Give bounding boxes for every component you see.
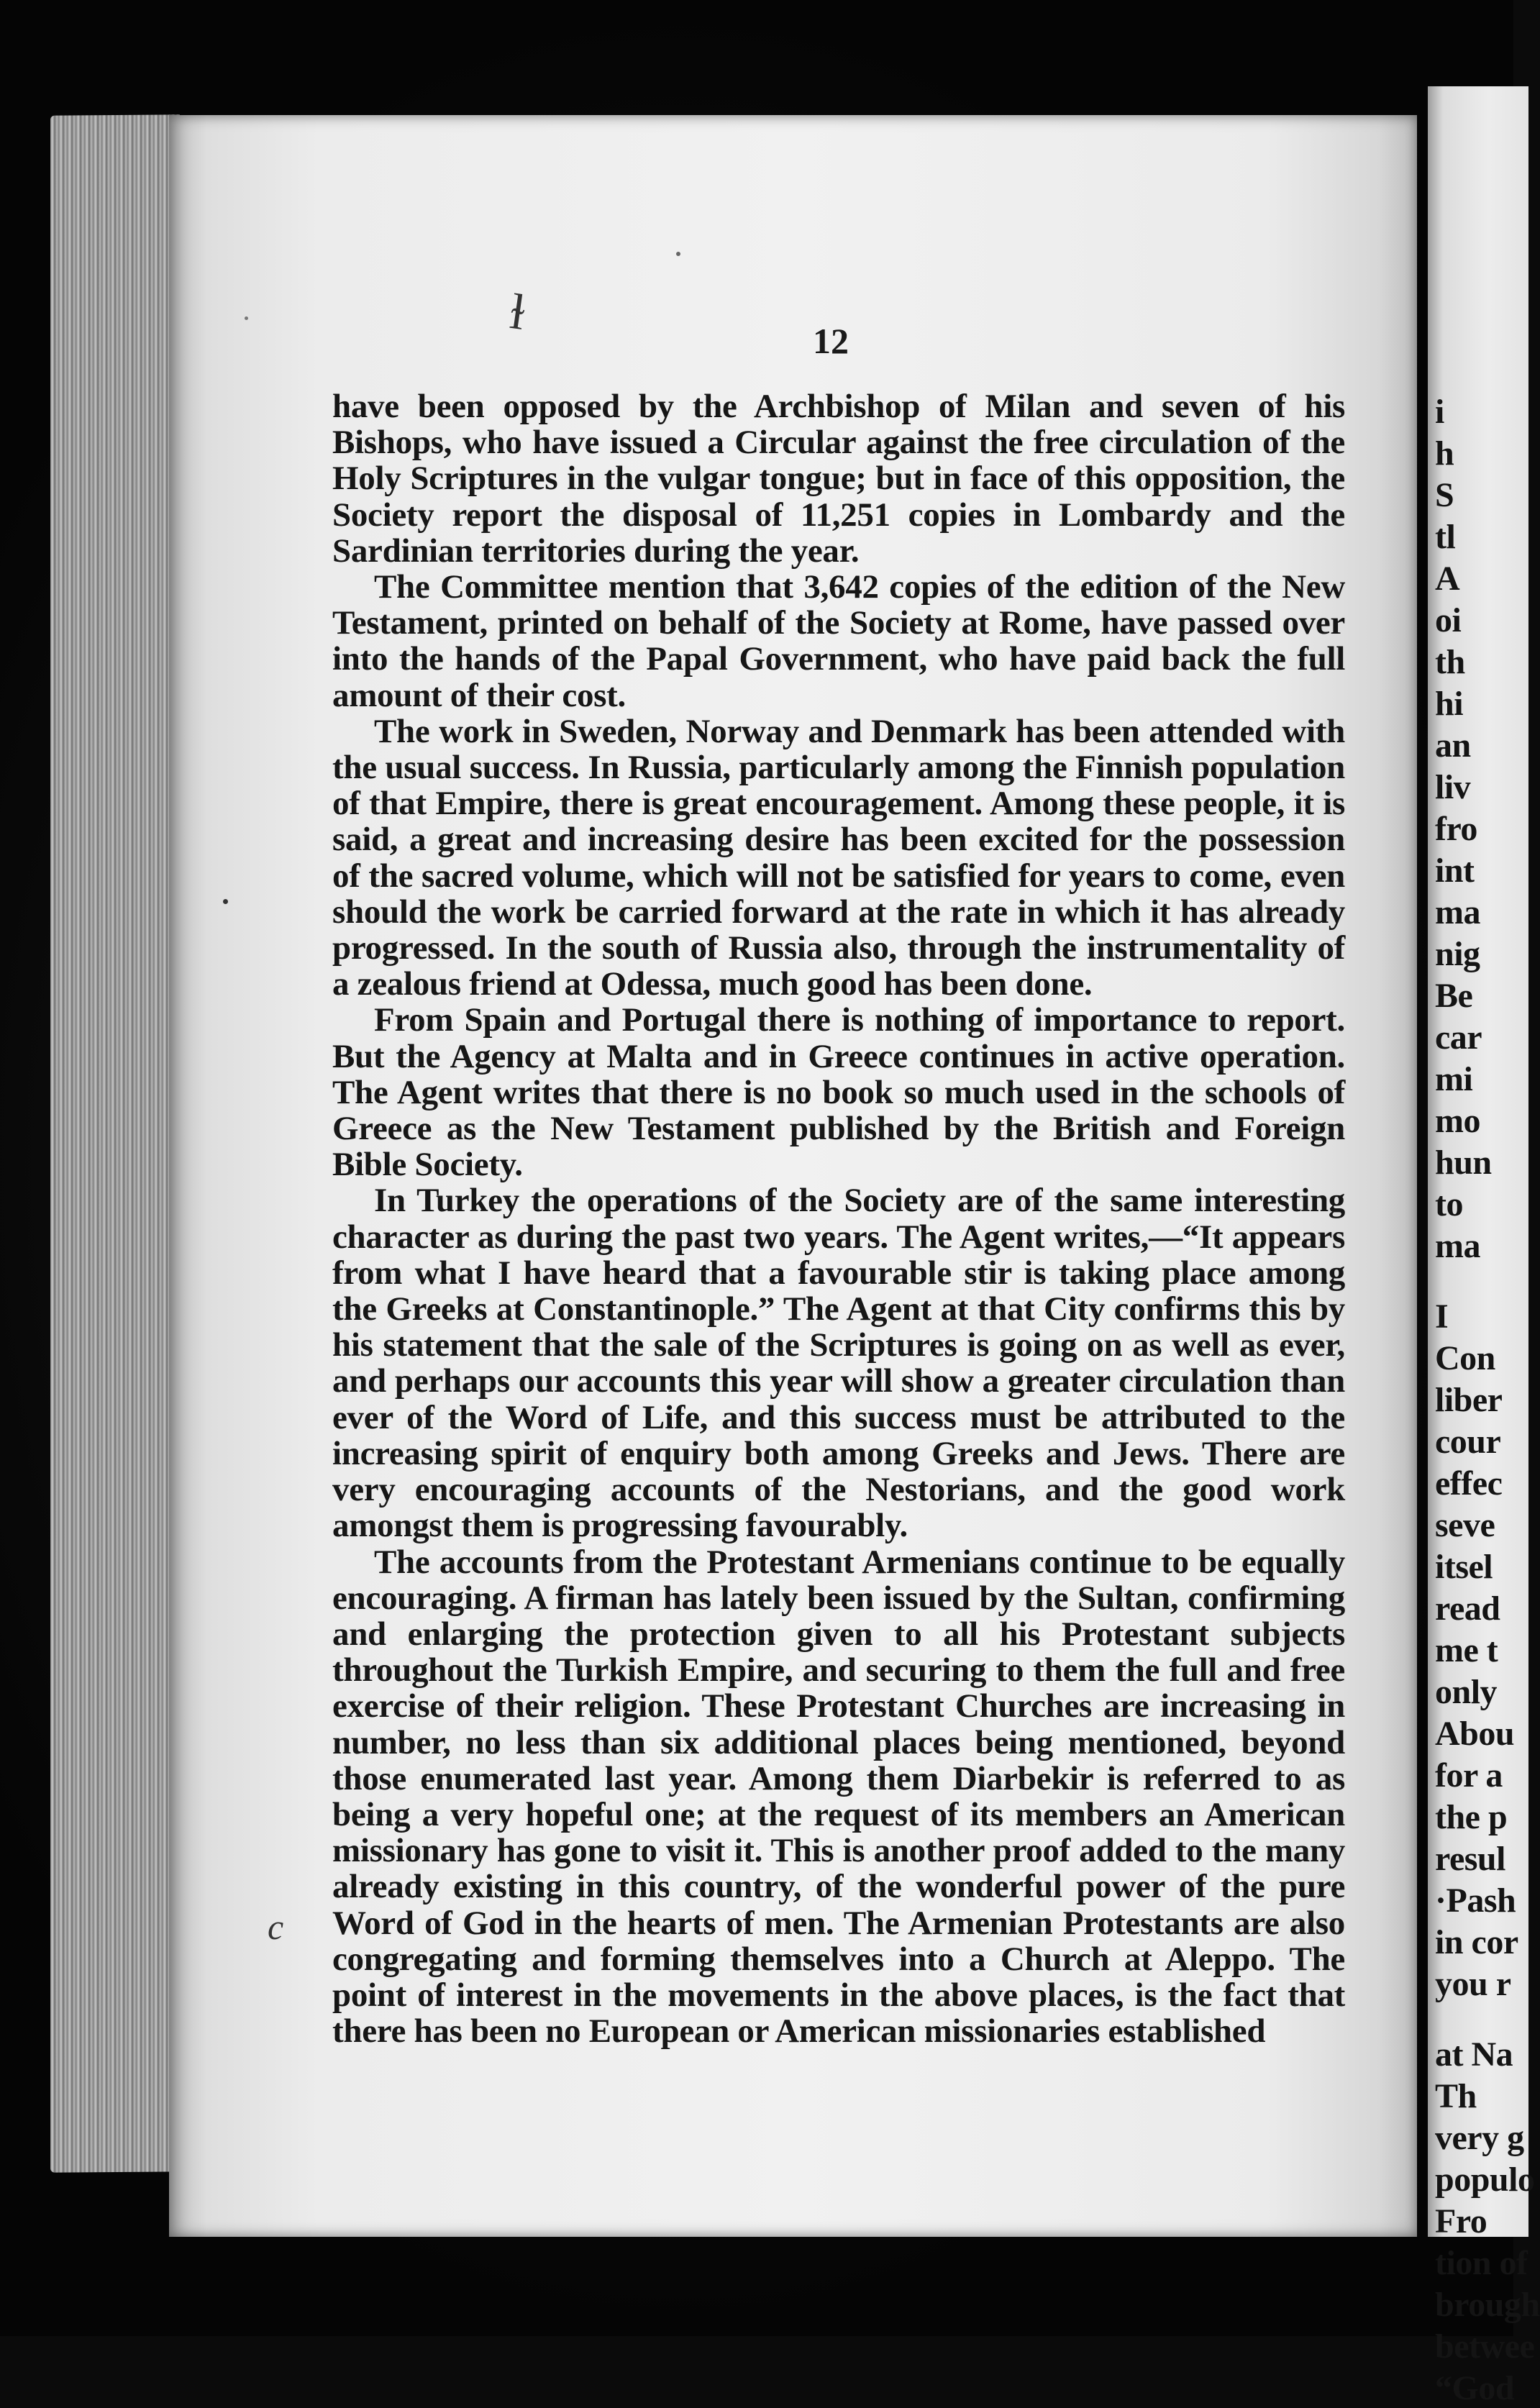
adjacent-page-text: hun bbox=[1435, 1144, 1492, 1182]
adjacent-page-text: read bbox=[1435, 1590, 1500, 1628]
paragraph-turkey: In Turkey the operations of the Society are of the same interesting character as during the past two years. The Agent writes,—“It appears from what I have heard that a favourable stir is taking place among the Greeks at Constantinople.” The Agent at that City confirms this by his statement that the sale of the Scriptures is going on as well as ever, and perhaps our accounts this year will show a greater circulation than ever of the Word of Life, and this success must be attributed to the increasing spirit of enquiry both among Greeks and Jews. There are very encouraging accounts of the Nestorians, and the good work amongst them is progressing favourably. bbox=[332, 1182, 1345, 1545]
adjacent-page-text: h bbox=[1435, 434, 1454, 473]
adjacent-page-text: effec bbox=[1435, 1464, 1503, 1502]
adjacent-page-text: A bbox=[1435, 560, 1460, 598]
adjacent-page-text: S bbox=[1435, 476, 1454, 514]
adjacent-page-text: Th bbox=[1435, 2077, 1477, 2115]
adjacent-page-text: th bbox=[1435, 643, 1465, 681]
ink-spot-icon bbox=[223, 899, 228, 904]
adjacent-page-text: “God bbox=[1435, 2369, 1515, 2407]
adjacent-page-text: cour bbox=[1435, 1423, 1501, 1461]
paragraph-milan: have been opposed by the Archbishop of Milan and seven of his Bishops, who have issued a Circular against the free circulation of the Holy Scriptures in the vulgar tongue; but in face of this opposition, the Society report the disposal of 11,251 copies in Lombardy and the Sardinian territories during the year. bbox=[332, 388, 1345, 570]
adjacent-page-text: very g bbox=[1435, 2119, 1524, 2157]
adjacent-page-text: ma bbox=[1435, 1227, 1480, 1265]
adjacent-page-text: populo bbox=[1435, 2161, 1535, 2199]
adjacent-page-text: brough bbox=[1435, 2286, 1540, 2324]
adjacent-page-text: liber bbox=[1435, 1381, 1503, 1419]
adjacent-page-text: resul bbox=[1435, 1840, 1505, 1878]
paragraph-rome: The Committee mention that 3,642 copies of the edition of the New Testament, printed on behalf of the Society at Rome, have passed over into the hands of the Papal Government, who have paid back the full amount of their cost. bbox=[332, 568, 1345, 714]
margin-pencil-mark: c bbox=[268, 1907, 284, 1947]
pencil-tick-icon: ɫ bbox=[506, 284, 529, 341]
paragraph-armenians: The accounts from the Protestant Armenians continue to be equally encouraging. A firman has lately been issued by the Sultan, confirming and enlarging the protection given to all his Protestant subjects throughout the Turkish Empire, and securing to them the full and free exercise of their religion. These Protestant Churches are increasing in number, no less than six additional places being mentioned, beyond those enumerated last year. Among them Diarbekir is referred to as being a very hopeful one; at the request of its members an American missionary has gone to visit it. This is another proof added to the many already existing in this country, of the wonderful power of the pure Word of God in the hearts of men. The Armenian Protestants are also congregating and forming themselves into a Church at Aleppo. The point of interest in the movements in the above places, is the fact that there has been no European or American missionaries established bbox=[332, 1543, 1345, 2051]
paragraph-russia: The work in Sweden, Norway and Denmark has been attended with the usual success. In Russia, particularly among the Finnish population of that Empire, there is great encouragement. Among these people, it is said, a great and increasing desire has been excited for the possession of the sacred volume, which will not be satisfied for years to come, even should the work be carried forward at the rate in which it has already progressed. In the south of Russia also, through the instrumentality of a zealous friend at Odessa, much good has been done. bbox=[332, 712, 1345, 1003]
adjacent-page-text: mo bbox=[1435, 1102, 1480, 1140]
adjacent-page-text: at Na bbox=[1435, 2035, 1513, 2074]
adjacent-page-text: Con bbox=[1435, 1339, 1495, 1377]
adjacent-page-text: Be bbox=[1435, 977, 1473, 1015]
adjacent-page-text: me t bbox=[1435, 1631, 1498, 1669]
ink-spot-icon bbox=[245, 316, 248, 320]
adjacent-page-text: fro bbox=[1435, 810, 1477, 848]
adjacent-page-text: oi bbox=[1435, 601, 1462, 639]
adjacent-page-fragment bbox=[1428, 86, 1540, 2407]
adjacent-page-text: for a bbox=[1435, 1756, 1503, 1794]
adjacent-page-text: car bbox=[1435, 1018, 1482, 1057]
adjacent-page-text: i bbox=[1435, 393, 1444, 431]
paragraph-greece: From Spain and Portugal there is nothing of importance to report. But the Agency at Malta and in Greece continues in active operation. The Agent writes that there is no book so much used in the schools of Greece as the New Testament published by the British and Foreign Bible Society. bbox=[332, 1001, 1345, 1184]
adjacent-page-text: seve bbox=[1435, 1506, 1495, 1544]
adjacent-page-text: you r bbox=[1435, 1965, 1511, 2003]
adjacent-page-text: hi bbox=[1435, 685, 1464, 723]
adjacent-page-text: the p bbox=[1435, 1798, 1508, 1836]
adjacent-page-text: Fro bbox=[1435, 2202, 1487, 2240]
adjacent-page-text: an bbox=[1435, 726, 1471, 765]
adjacent-page-text: in cor bbox=[1435, 1923, 1518, 1961]
adjacent-page-text: mi bbox=[1435, 1060, 1473, 1098]
adjacent-page-text: ·Pash bbox=[1435, 1882, 1516, 1920]
adjacent-page-text: int bbox=[1435, 852, 1475, 890]
adjacent-page-text: ma bbox=[1435, 893, 1480, 931]
text-column bbox=[332, 388, 1345, 2049]
adjacent-page-text: liv bbox=[1435, 768, 1471, 806]
adjacent-page-text: itsel bbox=[1435, 1548, 1493, 1586]
adjacent-page-text: to bbox=[1435, 1185, 1463, 1223]
adjacent-page-text: nig bbox=[1435, 935, 1480, 973]
adjacent-page-text: tion of bbox=[1435, 2244, 1528, 2282]
pencil-dot-icon bbox=[676, 252, 680, 256]
adjacent-page-text: I bbox=[1435, 1298, 1449, 1336]
book-page-edges bbox=[50, 114, 180, 2172]
adjacent-page-text: betwee bbox=[1435, 2327, 1535, 2366]
adjacent-page-text: tl bbox=[1435, 518, 1456, 556]
adjacent-page-text: only bbox=[1435, 1673, 1498, 1711]
page-number: 12 bbox=[813, 321, 849, 361]
adjacent-page-text: Abou bbox=[1435, 1715, 1515, 1753]
